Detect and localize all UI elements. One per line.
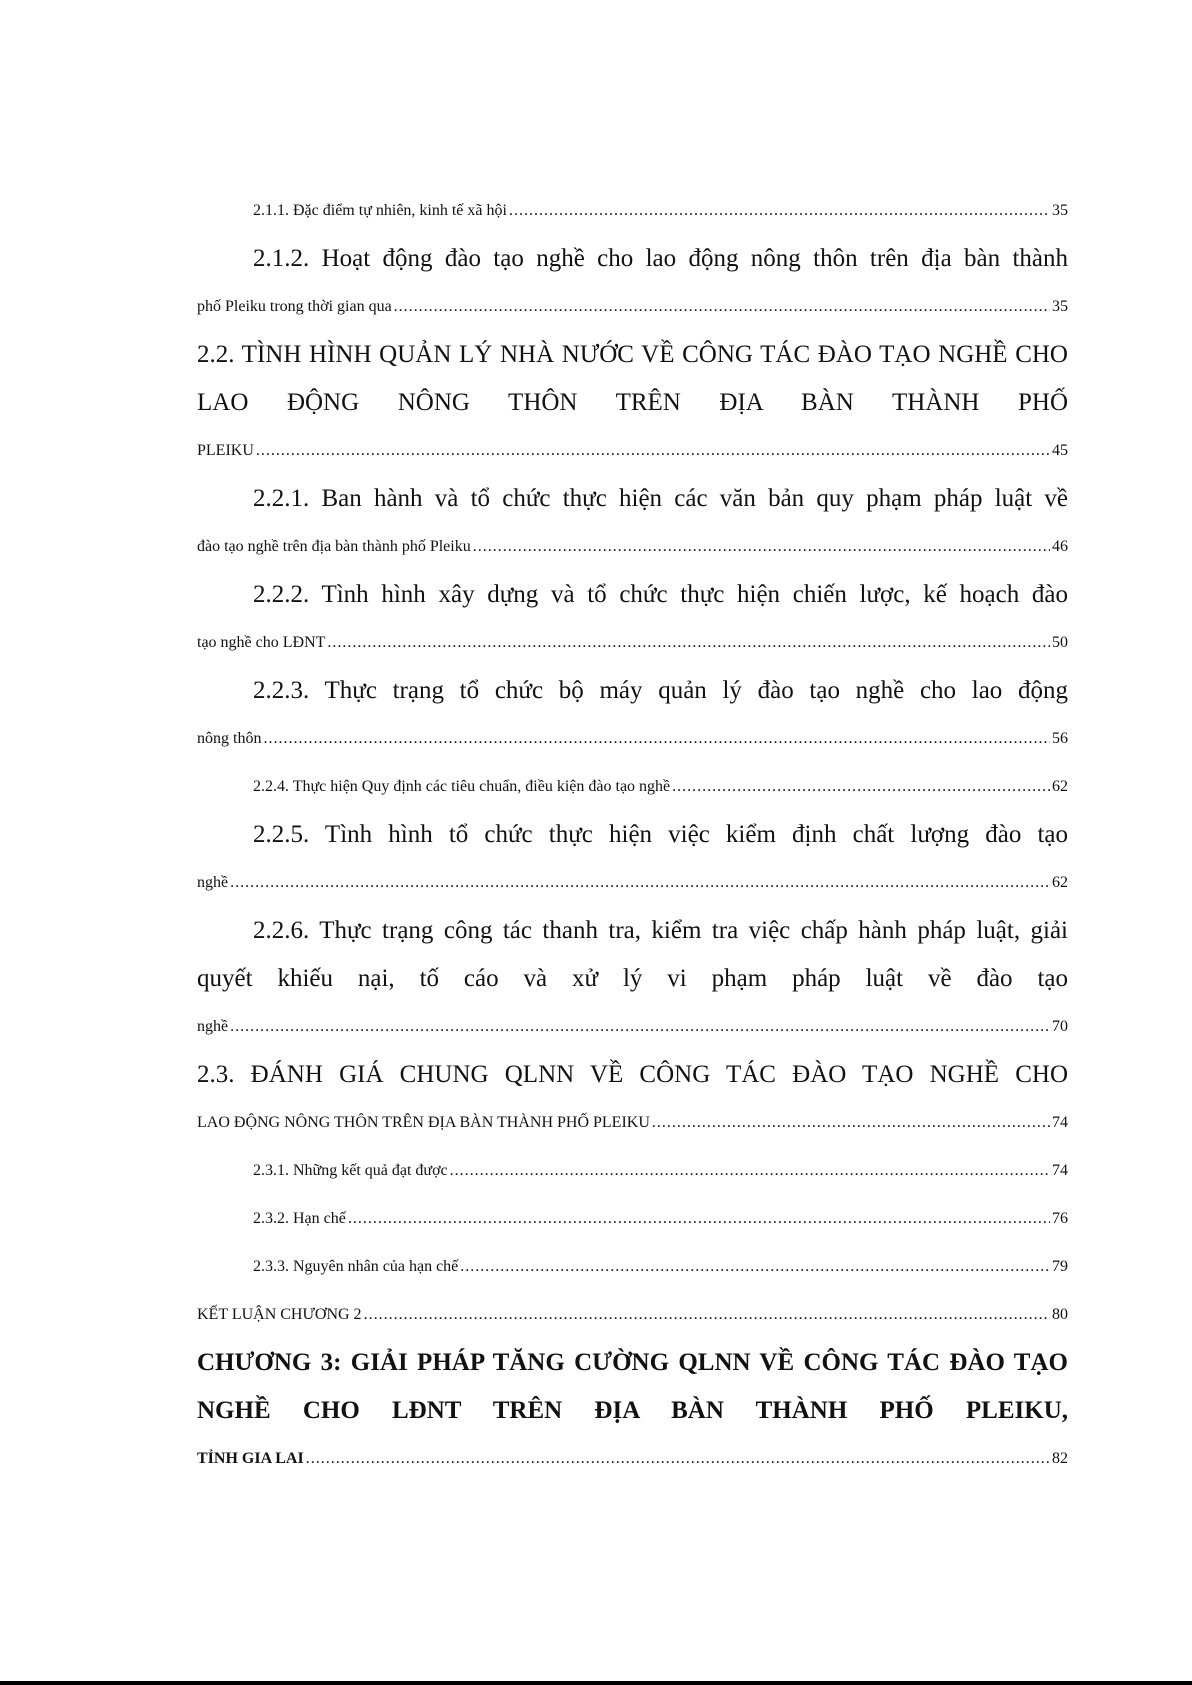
toc-entry-title: 2.1.2. Hoạt động đào tạo nghề cho lao động nông thôn trên địa bàn thành [253,245,1068,272]
toc-page-number: 35 [1052,202,1068,219]
toc-chapter-title-end: TỈNH GIA LAI [197,1450,304,1467]
toc-page-number: 35 [1052,298,1068,315]
toc-entry-title-end: đào tạo nghề trên địa bàn thành phố Pleiku [197,538,471,555]
bottom-edge-rule [0,1681,1192,1685]
toc-chapter-title: CHƯƠNG 3: GIẢI PHÁP TĂNG CƯỜNG QLNN VỀ CÔNG TÁC ĐÀO TẠO NGHỀ CHO LĐNT TRÊN ĐỊA BÀN THÀNH PHỐ PLEIKU, [197,1349,1068,1424]
dot-leader [509,187,1050,235]
toc-entry-title: 2.1.1. Đặc điểm tự nhiên, kinh tế xã hội [253,202,507,219]
dot-leader [460,1243,1050,1291]
toc-entry-title: 2.3.3. Nguyên nhân của hạn chế [253,1258,459,1275]
dot-leader [364,1291,1050,1339]
toc-entry-2-2-4[interactable] [197,763,1068,811]
toc-entry-2-2-5[interactable] [197,811,1068,907]
toc-entry-2-3-3[interactable] [197,1243,1068,1291]
toc-page-number: 70 [1052,1018,1068,1035]
dot-leader [672,763,1050,811]
toc-section-title: 2.2. TÌNH HÌNH QUẢN LÝ NHÀ NƯỚC VỀ CÔNG TÁC ĐÀO TẠO NGHỀ CHO LAO ĐỘNG NÔNG THÔN TRÊN ĐỊA BÀN THÀNH PHỐ [197,341,1068,416]
toc-page-number: 76 [1052,1210,1068,1227]
table-of-contents [197,187,1068,1483]
toc-entry-title-end: nghề [197,874,229,891]
toc-page-number: 45 [1052,442,1068,459]
toc-entry-title: 2.2.2. Tình hình xây dựng và tổ chức thực hiện chiến lược, kế hoạch đào [253,581,1068,608]
toc-page-number: 62 [1052,778,1068,795]
toc-page-number: 62 [1052,874,1068,891]
dot-leader [230,859,1050,907]
toc-entry-2-2-6[interactable] [197,907,1068,1051]
toc-page-number: 79 [1052,1258,1068,1275]
dot-leader [394,283,1050,331]
toc-entry-2-3[interactable] [197,1051,1068,1147]
toc-entry-title: 2.3.1. Những kết quả đạt được [253,1162,448,1179]
toc-entry-title: 2.2.5. Tình hình tổ chức thực hiện việc kiểm định chất lượng đào tạo [253,821,1068,848]
toc-entry-title: 2.2.4. Thực hiện Quy định các tiêu chuẩn, điều kiện đào tạo nghề [253,778,671,795]
toc-entry-chuong-3[interactable] [197,1339,1068,1483]
toc-section-title: KẾT LUẬN CHƯƠNG 2 [197,1306,362,1323]
dot-leader [652,1099,1050,1147]
toc-page-number: 56 [1052,730,1068,747]
toc-entry-ket-luan-chuong-2[interactable] [197,1291,1068,1339]
toc-entry-title-end: nông thôn [197,730,262,747]
toc-entry-2-1-1[interactable] [197,187,1068,235]
toc-entry-2-2[interactable] [197,331,1068,475]
dot-leader [348,1195,1050,1243]
toc-entry-2-1-2[interactable] [197,235,1068,331]
toc-entry-title-end: phố Pleiku trong thời gian qua [197,298,392,315]
toc-section-title: 2.3. ĐÁNH GIÁ CHUNG QLNN VỀ CÔNG TÁC ĐÀO TẠO NGHỀ CHO [197,1061,1068,1088]
toc-entry-2-2-2[interactable] [197,571,1068,667]
dot-leader [256,427,1050,475]
dot-leader [230,1003,1050,1051]
dot-leader [306,1435,1050,1483]
toc-page-number: 74 [1052,1114,1068,1131]
dot-leader [450,1147,1050,1195]
toc-entry-title: 2.3.2. Hạn chế [253,1210,346,1227]
toc-section-title-end: PLEIKU [197,442,254,459]
toc-entry-2-3-2[interactable] [197,1195,1068,1243]
toc-page-number: 46 [1052,538,1068,555]
toc-entry-title-end: tạo nghề cho LĐNT [197,634,326,651]
toc-entry-2-2-1[interactable] [197,475,1068,571]
toc-entry-title: 2.2.3. Thực trạng tổ chức bộ máy quản lý đào tạo nghề cho lao động [253,677,1068,704]
toc-entry-title-end: nghề [197,1018,229,1035]
dot-leader [327,619,1050,667]
toc-entry-title: 2.2.1. Ban hành và tổ chức thực hiện các văn bản quy phạm pháp luật về [253,485,1068,512]
toc-page-number: 50 [1052,634,1068,651]
toc-entry-2-2-3[interactable] [197,667,1068,763]
toc-entry-title: 2.2.6. Thực trạng công tác thanh tra, kiểm tra việc chấp hành pháp luật, giải quyết khiếu nại, tố cáo và xử lý vi phạm pháp luật về đào tạo [197,917,1068,992]
toc-page-number: 80 [1052,1306,1068,1323]
toc-entry-2-3-1[interactable] [197,1147,1068,1195]
toc-page-number: 82 [1052,1450,1068,1467]
toc-section-title-end: LAO ĐỘNG NÔNG THÔN TRÊN ĐỊA BÀN THÀNH PHỐ PLEIKU [197,1114,650,1131]
dot-leader [263,715,1050,763]
dot-leader [473,523,1050,571]
toc-page-number: 74 [1052,1162,1068,1179]
